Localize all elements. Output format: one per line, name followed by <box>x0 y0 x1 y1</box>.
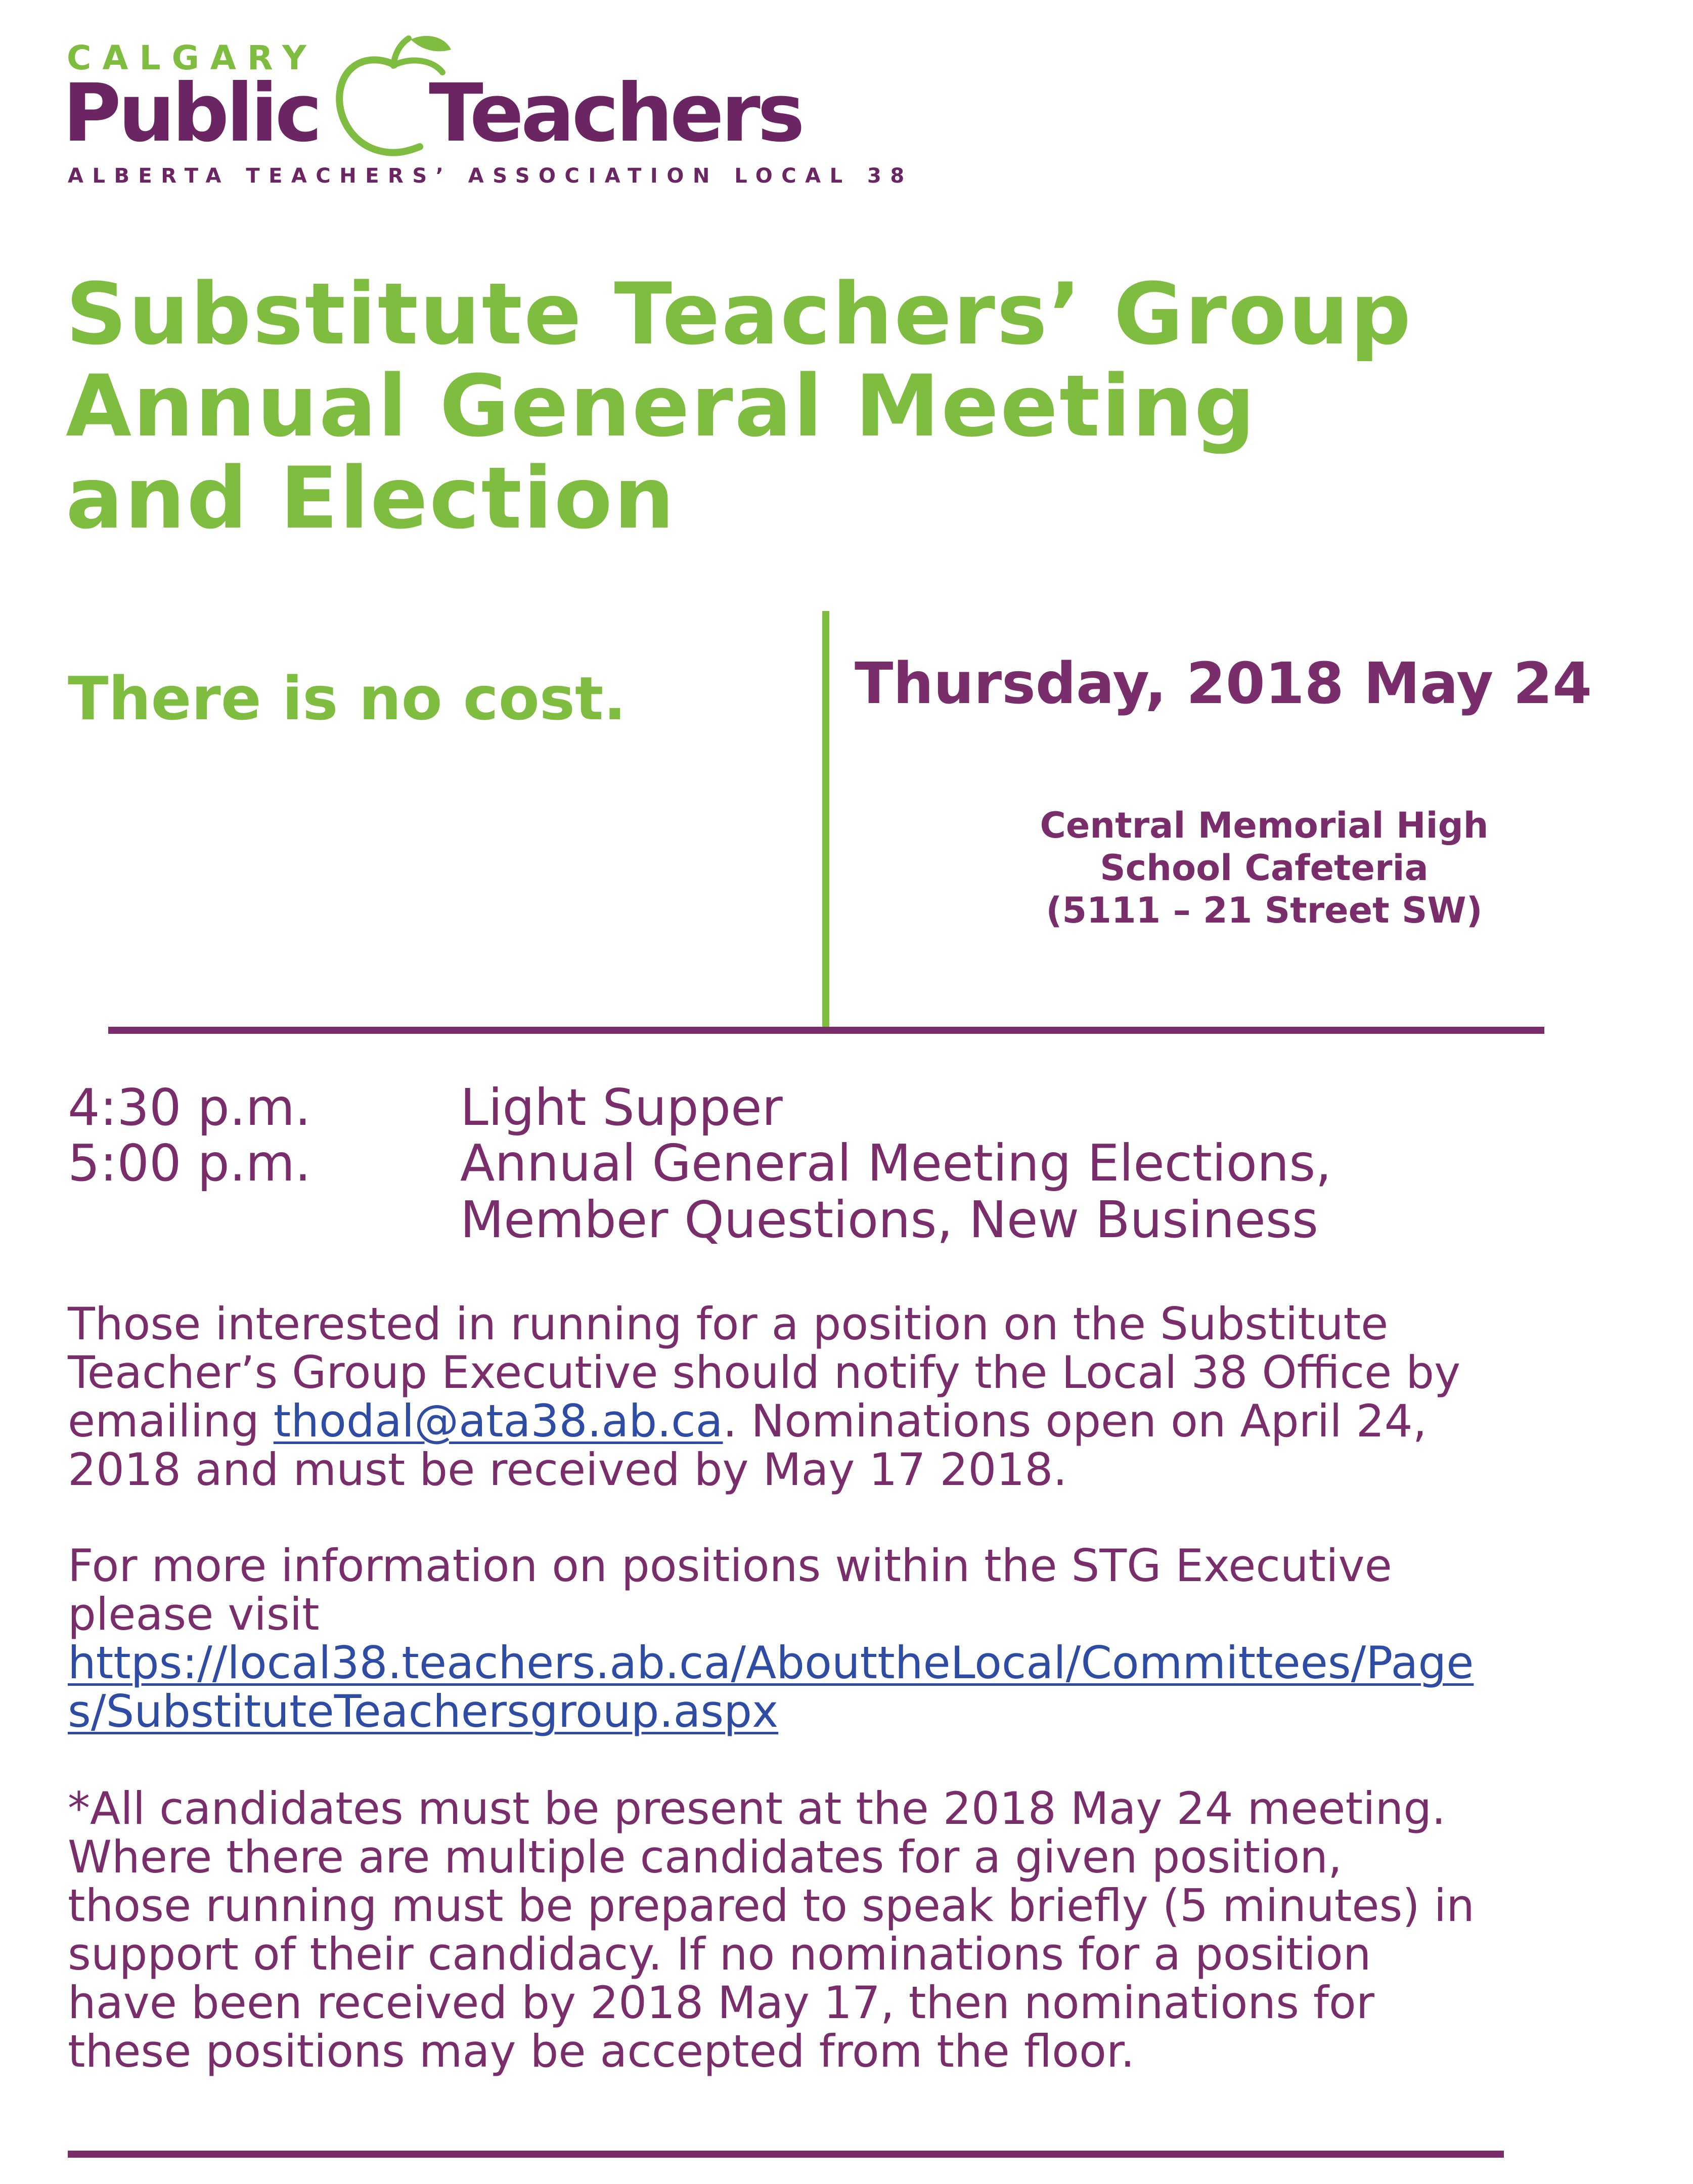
paragraph-line <box>68 1397 1645 1446</box>
vertical-divider <box>822 611 829 1031</box>
venue-line: School Cafeteria <box>1100 847 1429 889</box>
paragraph-line: Those interested in running for a position on the Substitute <box>68 1298 1389 1350</box>
divider-top <box>108 1027 1544 1034</box>
email-link[interactable]: thodal@ata38.ab.ca <box>273 1395 723 1447</box>
venue-line: (5111 – 21 Street SW) <box>1046 890 1483 931</box>
logo-teachers-text: Teachers <box>429 67 802 160</box>
schedule-desc-line: Light Supper <box>460 1078 783 1137</box>
schedule-desc-line: Annual General Meeting Elections, <box>460 1133 1332 1193</box>
paragraph-line: please visit <box>68 1588 320 1640</box>
paragraph-line: 2018 and must be received by May 17 2018. <box>68 1444 1067 1496</box>
paragraph-line: those running must be prepared to speak briefly (5 minutes) in <box>68 1880 1475 1932</box>
url-link-line[interactable] <box>68 1639 1645 1687</box>
cost-note: There is no cost. <box>68 664 627 733</box>
paragraph-text: emailing <box>68 1395 274 1447</box>
title-line: Annual General Meeting <box>66 357 1257 456</box>
divider-bottom <box>68 2151 1504 2158</box>
logo-association-text: ALBERTA TEACHERS’ ASSOCIATION LOCAL 38 <box>68 164 913 188</box>
logo-public-text: Public <box>63 67 320 160</box>
paragraph-line: Where there are multiple candidates for a given position, <box>68 1831 1342 1883</box>
nominations-paragraph <box>68 1300 1645 1494</box>
venue-line: Central Memorial High <box>1040 805 1489 846</box>
more-info-paragraph <box>68 1542 1645 1736</box>
website-link[interactable]: s/SubstituteTeachersgroup.aspx <box>68 1685 779 1737</box>
event-date: Thursday, 2018 May 24 <box>855 651 1592 717</box>
website-link[interactable]: https://local38.teachers.ab.ca/AbouttheLocal/Committees/Page <box>68 1637 1474 1689</box>
schedule-desc-line: Member Questions, New Business <box>460 1190 1318 1249</box>
schedule-time: 5:00 p.m. <box>68 1133 311 1193</box>
venue-address <box>880 804 1649 932</box>
paragraph-line: For more information on positions within the STG Executive <box>68 1540 1392 1592</box>
paragraph-line: *All candidates must be present at the 2018 May 24 meeting. <box>68 1782 1446 1834</box>
title-line: Substitute Teachers’ Group <box>66 265 1413 364</box>
url-link-line[interactable] <box>68 1687 1645 1736</box>
paragraph-line: Teacher’s Group Executive should notify the Local 38 Office by <box>68 1346 1461 1399</box>
candidates-paragraph <box>68 1784 1645 2076</box>
title-line: and Election <box>66 449 676 548</box>
paragraph-line: support of their candidacy. If no nominations for a position <box>68 1928 1371 1980</box>
schedule-description <box>460 1135 1331 1248</box>
paragraph-line: have been received by 2018 May 17, then nominations for <box>68 1977 1374 2029</box>
page-title <box>66 265 1633 548</box>
schedule-description <box>460 1079 783 1136</box>
paragraph-line: these positions may be accepted from the floor. <box>68 2025 1135 2077</box>
schedule-time: 4:30 p.m. <box>68 1078 311 1137</box>
paragraph-text: . Nominations open on April 24, <box>723 1395 1427 1447</box>
logo-calgary-text: CALGARY <box>67 38 318 77</box>
